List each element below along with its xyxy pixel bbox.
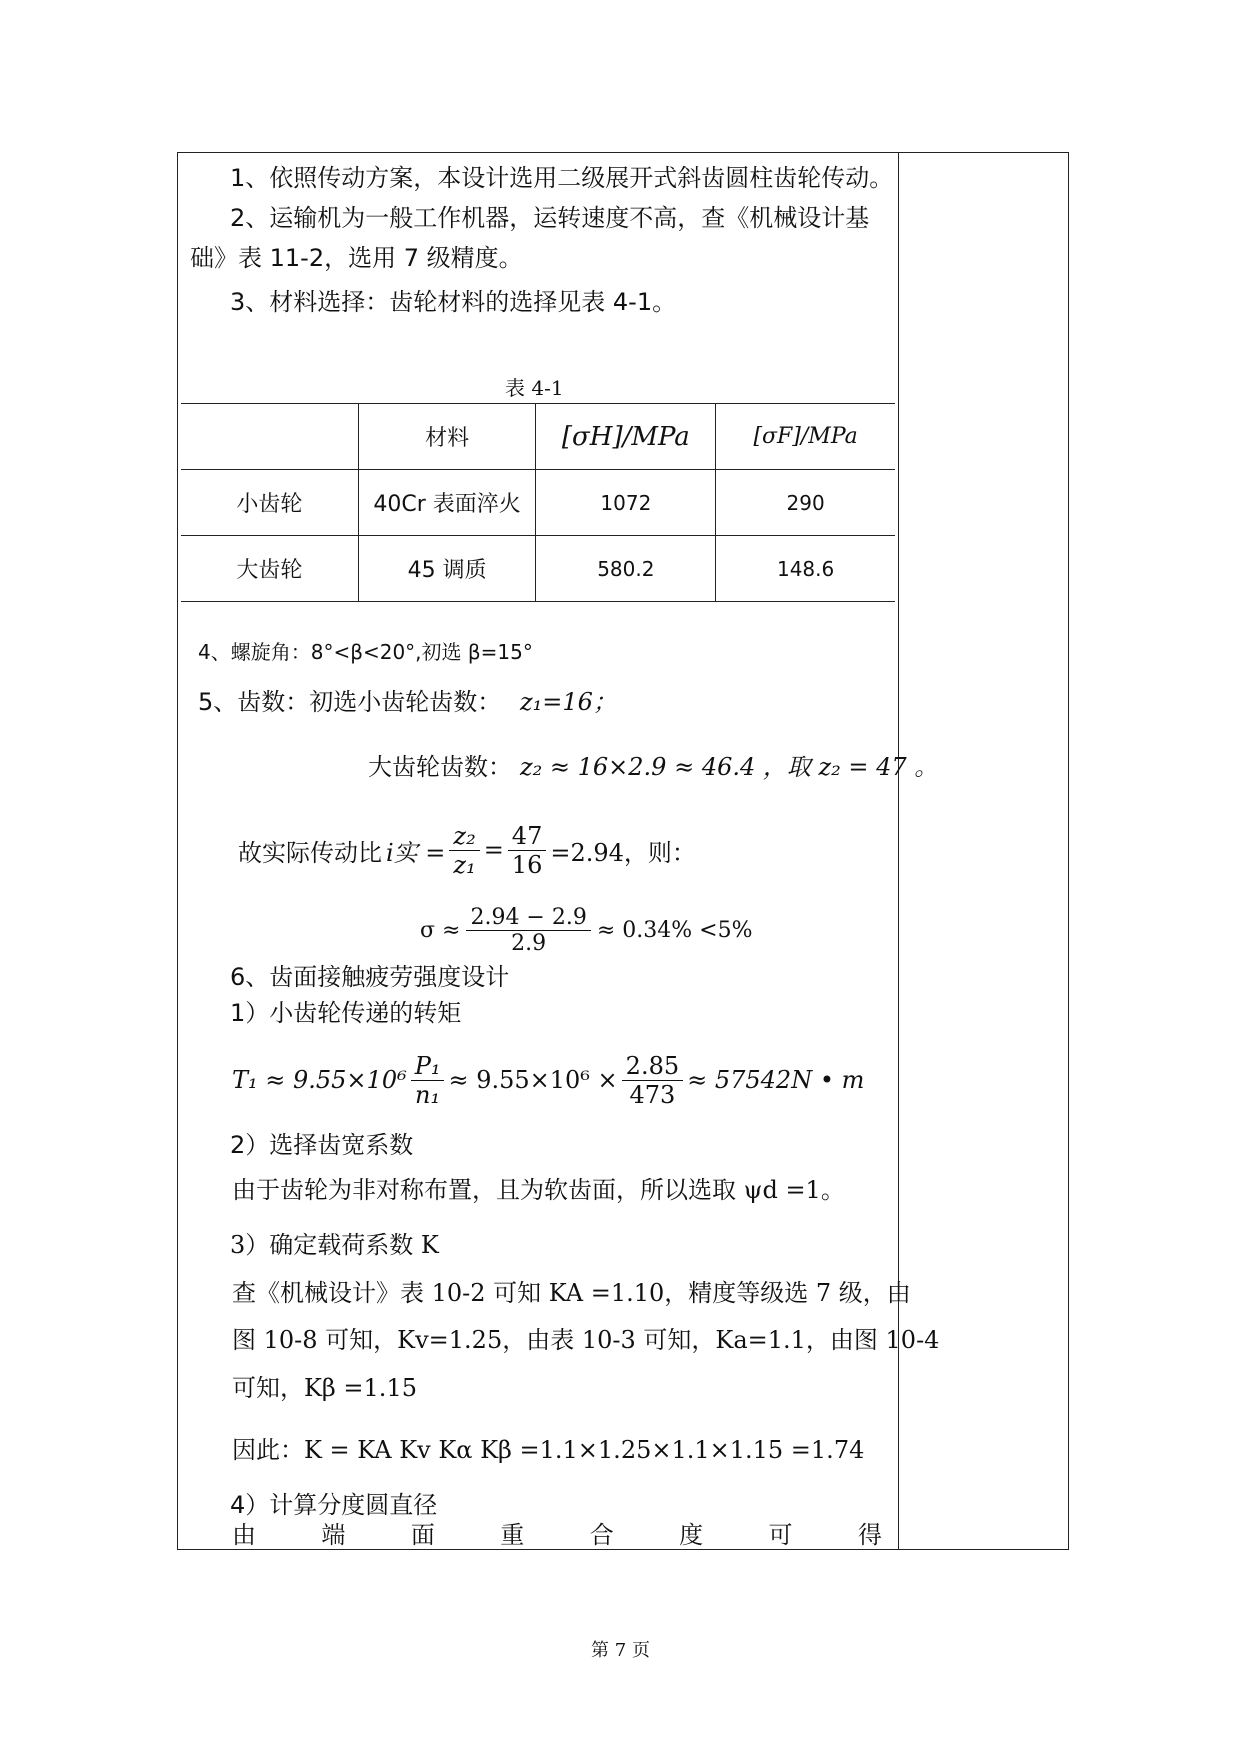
last-line-char: 面 xyxy=(410,1521,435,1549)
teeth-line-label: 5、齿数：初选小齿轮齿数： xyxy=(198,688,502,716)
gear-name: 小齿轮 xyxy=(181,470,358,536)
last-line-char: 度 xyxy=(679,1521,704,1549)
helix-angle-line: 4、螺旋角：8°<β<20°,初选 β=15° xyxy=(198,640,533,664)
last-line-char: 重 xyxy=(500,1521,525,1549)
step-3-line-d: 因此：K = KA Kv Kα Kβ =1.1×1.25×1.1×1.15 =1.74 xyxy=(232,1436,865,1464)
last-line-char: 端 xyxy=(321,1521,346,1549)
ratio-result: =2.94，则： xyxy=(550,838,696,867)
step-3-heading: 3）确定载荷系数 K xyxy=(230,1231,439,1259)
gear-material: 45 调质 xyxy=(358,536,536,602)
last-line-char: 合 xyxy=(589,1521,614,1549)
torque-denominator-2: 473 xyxy=(629,1080,676,1109)
paragraph-1: 1、依照传动方案，本设计选用二级展开式斜齿圆柱齿轮传动。 xyxy=(230,164,894,192)
header-cell xyxy=(181,404,358,470)
ratio-fraction xyxy=(449,822,479,879)
paragraph-2b: 础》表 11-2，选用 7 级精度。 xyxy=(190,244,523,272)
ratio-label: 故实际传动比 xyxy=(238,838,382,867)
error-equation xyxy=(420,895,753,965)
error-numerator: 2.94 − 2.9 xyxy=(466,905,590,931)
gear-name: 大齿轮 xyxy=(181,536,358,602)
ratio-lhs: i实 = xyxy=(386,838,446,867)
step-2-heading: 2）选择齿宽系数 xyxy=(230,1131,414,1159)
paragraph-3: 3、材料选择：齿轮材料的选择见表 4-1。 xyxy=(230,288,677,316)
torque-numerator: P₁ xyxy=(411,1052,445,1081)
error-fraction xyxy=(466,905,590,956)
torque-fraction xyxy=(411,1052,445,1109)
ratio-numerator: z₂ xyxy=(449,822,479,851)
torque-numerator-2: 2.85 xyxy=(622,1052,683,1081)
step-3-line-a: 查《机械设计》表 10-2 可知 KA =1.10，精度等级选 7 级，由 xyxy=(232,1279,911,1307)
table-header-row xyxy=(181,404,895,470)
ratio-equation: 故实际传动比 i实 = $\frac{\text{z₂}}{\text{z₁}}$ = $\frac{47}{16}$ =2.94，则： xyxy=(238,821,696,879)
table-caption: 表 4-1 xyxy=(505,376,564,400)
torque-equation xyxy=(232,1040,864,1120)
ratio-denominator: z₁ xyxy=(453,850,476,879)
teeth-large-label: 大齿轮齿数： xyxy=(368,753,512,781)
ratio-denominator-2: 16 xyxy=(511,850,543,879)
material-table xyxy=(181,403,895,602)
teeth-small-formula: z₁=16； xyxy=(520,688,617,716)
torque-denominator: n₁ xyxy=(415,1080,441,1109)
last-line xyxy=(232,1520,882,1550)
step-2-text: 由于齿轮为非对称布置，且为软齿面，所以选取 ψd =1。 xyxy=(232,1176,845,1204)
last-line-char: 得 xyxy=(857,1521,882,1549)
torque-part-c: ≈ 57542N • m xyxy=(687,1066,865,1094)
error-result: ≈ 0.34% <5% xyxy=(596,917,753,943)
torque-part-a: T₁ ≈ 9.55×10⁶ xyxy=(232,1066,407,1094)
ratio-fraction-2 xyxy=(508,822,547,879)
step-3-line-c: 可知，Kβ =1.15 xyxy=(232,1374,417,1402)
step-3-line-b: 图 10-8 可知，Kv=1.25，由表 10-3 可知，Ka=1.1，由图 10-4 xyxy=(232,1326,940,1354)
sigma-f-value: 148.6 xyxy=(716,536,895,602)
sigma-f-value: 290 xyxy=(716,470,895,536)
table-row xyxy=(181,470,895,536)
last-line-char: 由 xyxy=(232,1521,256,1549)
table-row xyxy=(181,536,895,602)
gear-material: 40Cr 表面淬火 xyxy=(358,470,536,536)
sigma-h-value: 580.2 xyxy=(536,536,716,602)
paragraph-2a: 2、运输机为一般工作机器，运转速度不高，查《机械设计基 xyxy=(230,204,870,232)
step-4-heading: 4）计算分度圆直径 xyxy=(230,1491,438,1519)
header-cell: [σF]/MPa xyxy=(716,404,895,470)
error-denominator: 2.9 xyxy=(511,930,547,956)
section-6-heading: 6、齿面接触疲劳强度设计 xyxy=(230,963,510,991)
header-cell: [σH]/MPa xyxy=(536,404,716,470)
step-1-heading: 1）小齿轮传递的转矩 xyxy=(230,999,462,1027)
last-line-char: 可 xyxy=(768,1521,793,1549)
torque-part-b: ≈ 9.55×10⁶ × xyxy=(448,1066,618,1094)
teeth-large-formula: z₂ ≈ 16×2.9 ≈ 46.4 ，取 z₂ = 47 。 xyxy=(520,753,939,781)
torque-fraction-2 xyxy=(622,1052,683,1109)
header-cell: 材料 xyxy=(358,404,536,470)
ratio-numerator-2: 47 xyxy=(508,822,547,851)
error-lhs: σ ≈ xyxy=(420,917,461,943)
page-number: 第 7 页 xyxy=(591,1640,650,1661)
sigma-h-value: 1072 xyxy=(536,470,716,536)
